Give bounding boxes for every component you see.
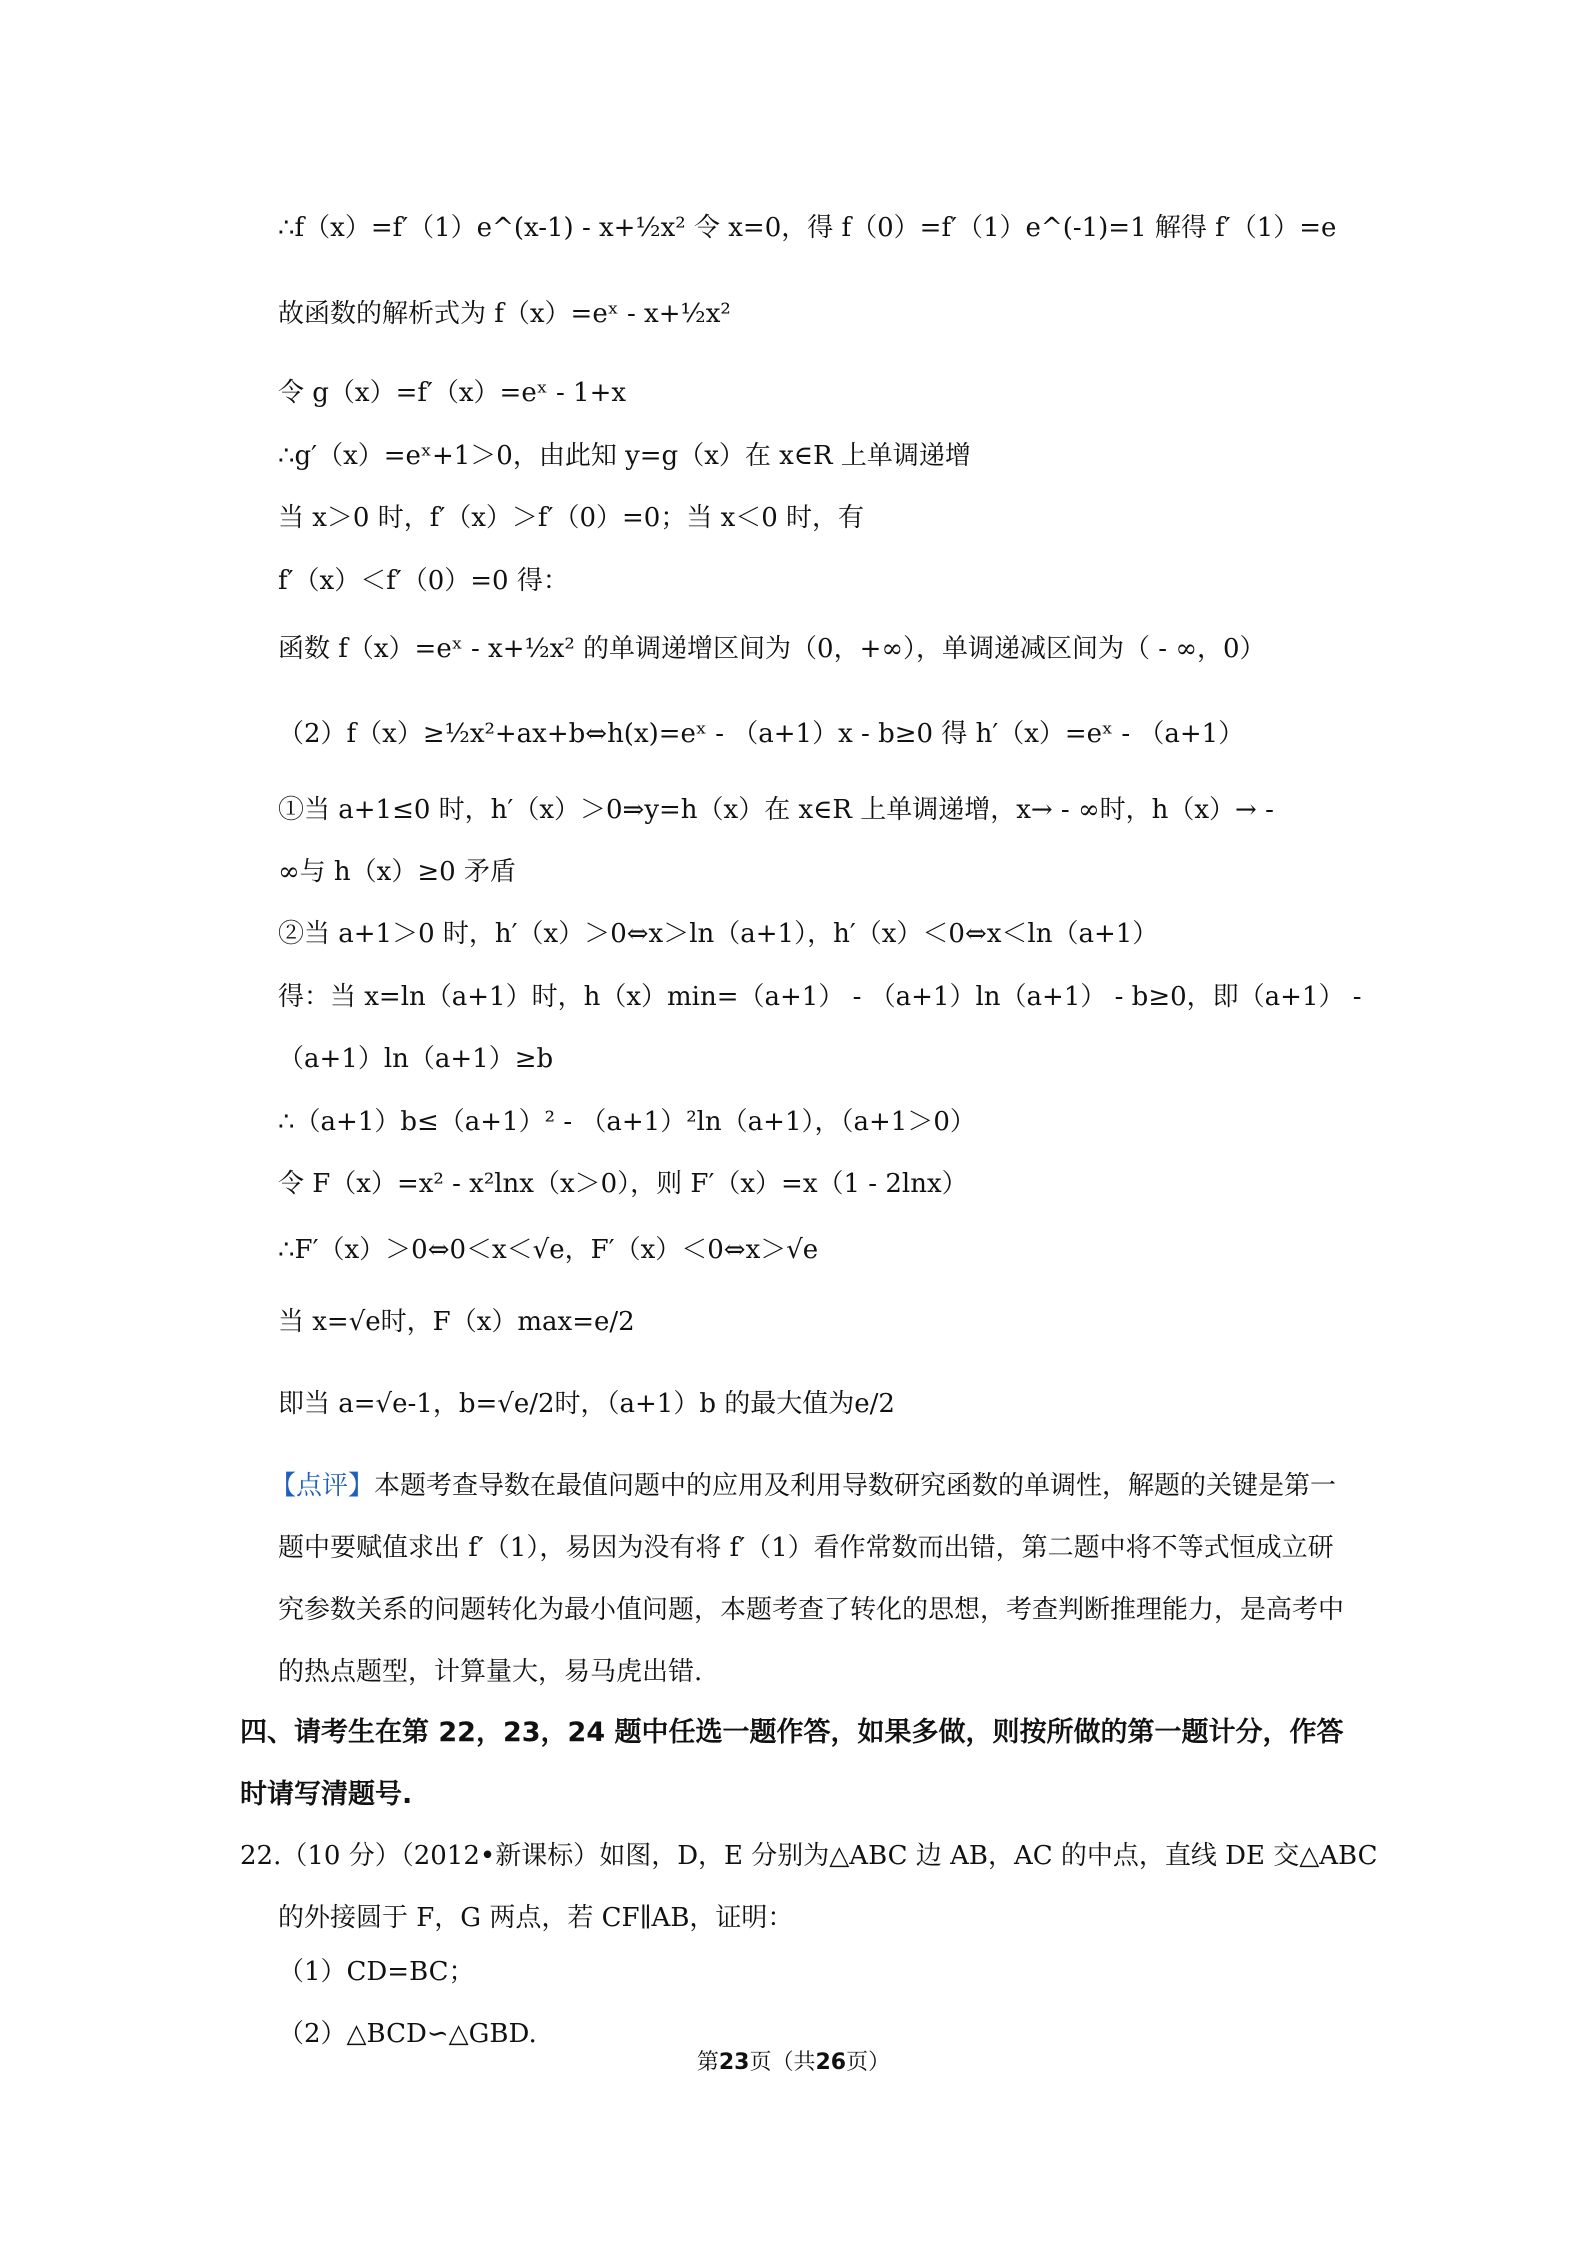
section-heading: 四、请考生在第 22，23，24 题中任选一题作答，如果多做，则按所做的第一题计分，作答时请写清题号. (240, 1717, 1344, 1810)
footer-suffix: 页） (846, 2050, 891, 2075)
review-paragraph (270, 1455, 1358, 1703)
solution-line-9: ①当 a+1≤0 时，h′（x）＞0⇒y=h（x）在 x∈R 上单调递增，x→ - ∞时，h（x）→ - (278, 795, 1274, 825)
solution-line-16: ∴F′（x）＞0⇔0＜x＜√e，F′（x）＜0⇔x＞√e (278, 1235, 819, 1265)
solution-line-3: 令 g（x）=f′（x）=eˣ - 1+x (278, 378, 627, 408)
solution-line-7: 函数 f（x）=eˣ - x+½x² 的单调递增区间为（0，+∞），单调递减区间为（ - ∞，0） (278, 634, 1266, 664)
solution-line-17: 当 x=√e时，F（x）max=e/2 (278, 1307, 635, 1337)
solution-line-14: ∴（a+1）b≤（a+1）² - （a+1）²ln（a+1），（a+1＞0） (278, 1107, 976, 1137)
review-text: 本题考查导数在最值问题中的应用及利用导数研究函数的单调性，解题的关键是第一题中要赋值求出 f′（1），易因为没有将 f′（1）看作常数而出错，第二题中将不等式恒成立研究参数关系的问题转化为最小值问题，本题考查了转化的思想，考查判断推理能力，是高考中的热点题型，计算量大，易马虎出错. (278, 1471, 1345, 1687)
solution-line-6: f′（x）＜f′（0）=0 得： (278, 566, 569, 596)
solution-line-12: 得：当 x=ln（a+1）时，h（x）min=（a+1） - （a+1）ln（a+1） - b≥0，即（a+1） - (278, 982, 1362, 1012)
solution-line-10: ∞与 h（x）≥0 矛盾 (278, 857, 516, 887)
solution-line-18: 即当 a=√e-1，b=√e/2时，（a+1）b 的最大值为e/2 (278, 1389, 895, 1419)
page-footer (0, 2048, 1587, 2078)
solution-line-2: 故函数的解析式为 f（x）=eˣ - x+½x² (278, 299, 731, 329)
footer-total-pages: 26 (815, 2050, 847, 2075)
footer-middle: 页（共 (749, 2050, 816, 2075)
solution-line-13: （a+1）ln（a+1）≥b (278, 1044, 554, 1074)
problem-part-1: （1）CD=BC； (278, 1957, 475, 1987)
solution-line-4: ∴g′（x）=eˣ+1＞0，由此知 y=g（x）在 x∈R 上单调递增 (278, 441, 971, 471)
solution-line-11: ②当 a+1＞0 时，h′（x）＞0⇔x＞ln（a+1），h′（x）＜0⇔x＜ln（a+1） (278, 919, 1159, 949)
solution-line-1: ∴f（x）=f′（1）e^(x-1) - x+½x² 令 x=0，得 f（0）=f′（1）e^(-1)=1 解得 f′（1）=e (278, 213, 1337, 243)
problem-part-2: （2）△BCD∽△GBD. (278, 2019, 537, 2049)
review-tag: 【点评】 (270, 1471, 375, 1501)
problem-stem: 22.（10 分）（2012•新课标）如图，D，E 分别为△ABC 边 AB，AC 的中点，直线 DE 交△ABC 的外接圆于 F，G 两点，若 CF∥AB，证明： (240, 1841, 1378, 1933)
footer-prefix: 第 (696, 2050, 719, 2075)
solution-line-8: （2）f（x）≥½x²+ax+b⇔h(x)=eˣ - （a+1）x - b≥0 得 h′（x）=eˣ - （a+1） (278, 719, 1245, 749)
solution-line-15: 令 F（x）=x² - x²lnx（x＞0），则 F′（x）=x（1 - 2lnx） (278, 1169, 968, 1199)
solution-line-5: 当 x＞0 时，f′（x）＞f′（0）=0；当 x＜0 时，有 (278, 503, 865, 533)
footer-page-number: 23 (718, 2050, 750, 2075)
